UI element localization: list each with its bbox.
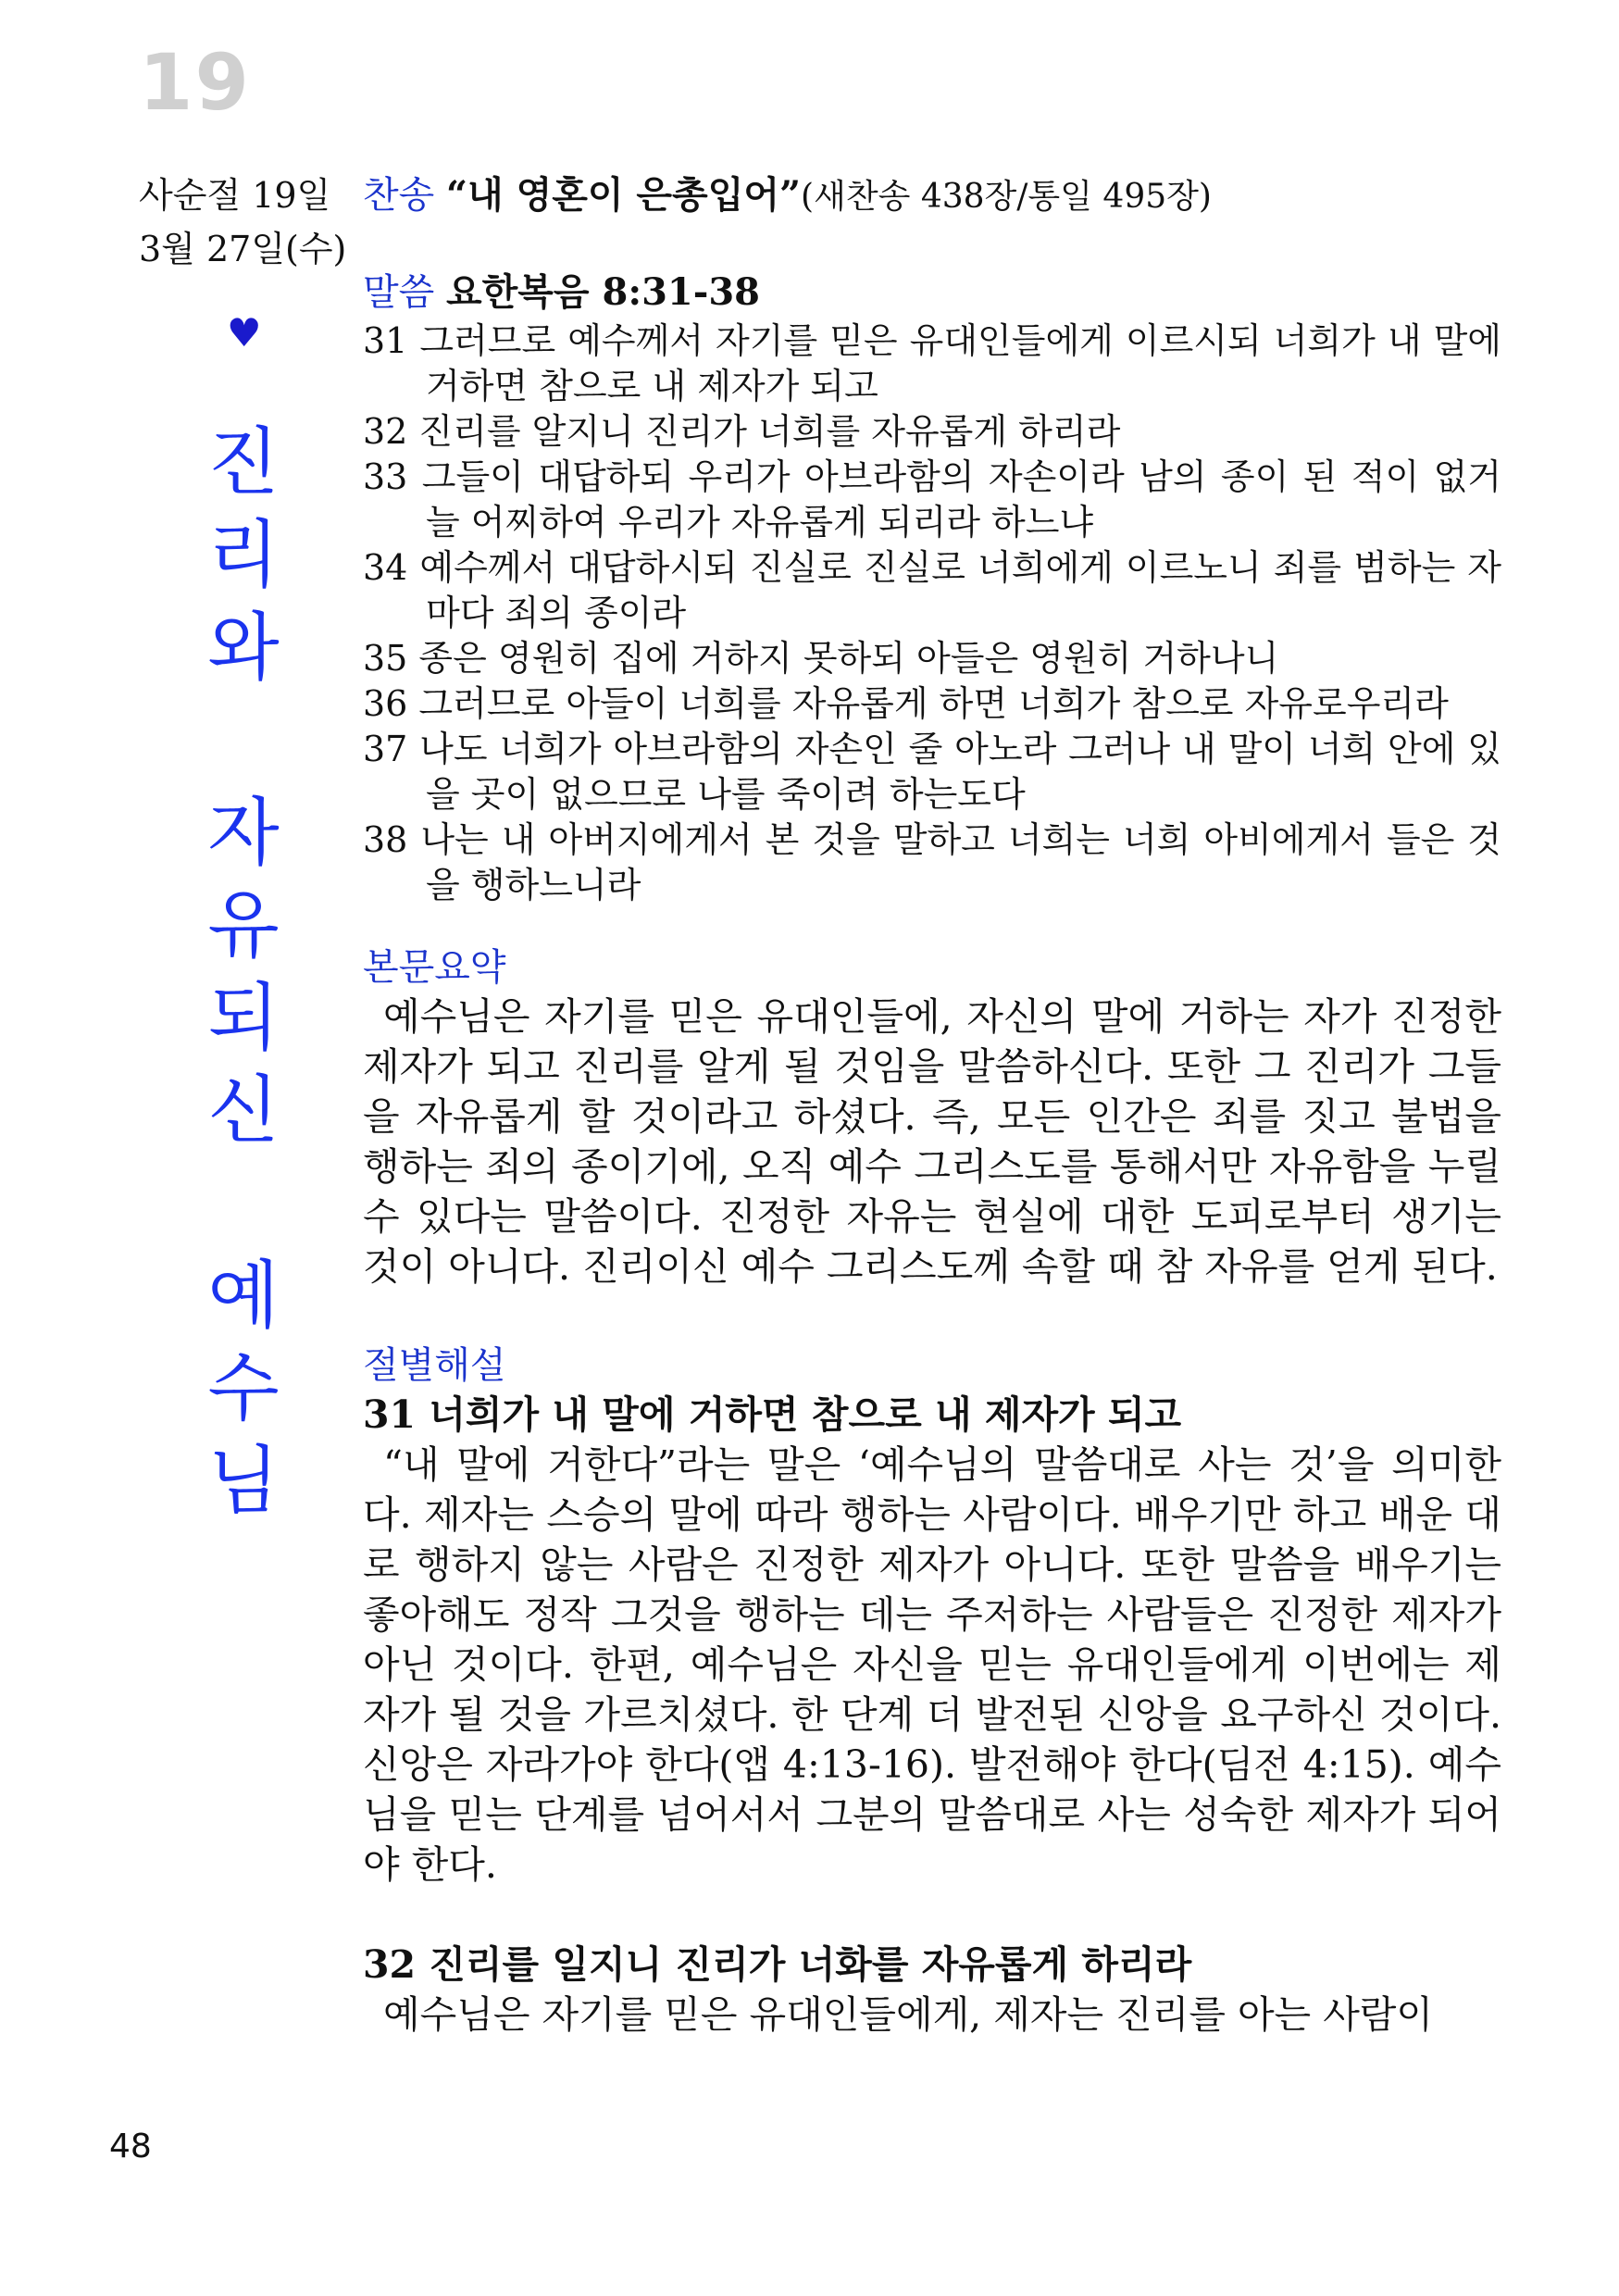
title-char: 님 (207, 1438, 280, 1524)
title-char: 수 (207, 1345, 280, 1431)
commentary-verse-title: 31 너희가 내 말에 거하면 참으로 내 제자가 되고 (363, 1392, 1182, 1437)
verse: 33 그들이 대답하되 우리가 아브라함의 자손이라 남의 종이 된 적이 없거늘 어찌하여 우리가 자유롭게 되리라 하느냐 (363, 456, 1501, 543)
verse: 36 그러므로 아들이 너희를 자유롭게 하면 너희가 참으로 자유로우리라 (363, 683, 1449, 724)
date-block (139, 168, 346, 276)
commentary-text: 예수님은 자기를 믿은 유대인들에게, 제자는 진리를 아는 사람이 (383, 1992, 1434, 2037)
title-char: 신 (207, 1067, 280, 1154)
verse: 32 진리를 알지니 진리가 너희를 자유롭게 하리라 (363, 411, 1121, 452)
season-day: 사순절 19일 (139, 175, 331, 216)
title-char: 자 (207, 790, 280, 876)
hymn-title: “내 영혼이 은총입어” (446, 173, 801, 217)
title-char: 와 (207, 605, 280, 691)
scripture-heading (363, 268, 1501, 317)
main-content (363, 268, 1501, 2040)
hymn-label: 찬송 (363, 174, 435, 217)
scripture-passage: 요한복음 8:31-38 (446, 270, 761, 314)
scripture-label: 말씀 (363, 271, 435, 314)
title-char: 되 (207, 975, 280, 1061)
hymn-line (363, 168, 1212, 224)
verse: 31 그러므로 예수께서 자기를 믿은 유대인들에게 이르시되 너희가 내 말에 거하면 참으로 내 제자가 되고 (363, 320, 1501, 406)
title-gap (197, 1157, 290, 1250)
commentary-text: “내 말에 거한다”라는 말은 ‘예수님의 말씀대로 사는 것’을 의미한다. 제자는 스승의 말에 따라 행하는 사람이다. 배우기만 하고 배운 대로 행하지 않는 사람은 진정한 제자가 아니다. 또한 말씀을 배우기는 좋아해도 정작 그것을 행하는 데는 주저하는 사람들은 진정한 제자가 아닌 것이다. 한편, 예수님은 자신을 믿는 유대인들에게 이번에는 제자가 될 것을 가르치셨다. 한 단계 더 발전된 신앙을 요구하신 것이다. 신앙은 자라가야 한다(앱 4:13-16). 발전해야 한다(딤전 4:15). 예수님을 믿는 단계를 넘어서서 그분의 말씀대로 사는 성숙한 제자가 되어야 한다. (363, 1442, 1501, 1887)
hymn-reference: (새찬송 438장/통일 495장) (801, 178, 1212, 216)
calendar-date: 3월 27일(수) (139, 229, 347, 269)
verse: 35 종은 영원히 집에 거하지 못하되 아들은 영원히 거하나니 (363, 638, 1279, 679)
commentary-label: 절별해설 (363, 1344, 506, 1387)
vertical-title (197, 417, 290, 1528)
section-spacer (363, 1890, 1501, 1940)
day-number: 19 (139, 37, 251, 128)
summary-text: 예수님은 자기를 믿은 유대인들에, 자신의 말에 거하는 자가 진정한 제자가 되고 진리를 알게 될 것임을 말씀하신다. 또한 그 진리가 그들을 자유롭게 할 것이라고 하셨다. 즉, 모든 인간은 죄를 짓고 불법을 행하는 죄의 종이기에, 오직 예수 그리스도를 통해서만 자유함을 누릴 수 있다는 말씀이다. 진정한 자유는 현실에 대한 도피로부터 생기는 것이 아니다. 진리이신 예수 그리스도께 속할 때 참 자유를 얻게 된다. (363, 994, 1501, 1289)
verse-list (363, 318, 1501, 908)
page-number: 48 (109, 2128, 152, 2165)
commentary-verse-title: 32 진리를 일지니 진리가 너화를 자유롭게 하리라 (363, 1942, 1192, 1987)
title-char: 예 (207, 1253, 280, 1339)
title-char: 진 (207, 419, 280, 505)
title-char: 유 (207, 882, 280, 968)
heart-icon: ♥ (227, 310, 262, 356)
summary-label: 본문요약 (363, 946, 506, 989)
verse: 34 예수께서 대답하시되 진실로 진실로 너희에게 이르노니 죄를 범하는 자마다 죄의 종이라 (363, 547, 1501, 633)
title-gap (197, 694, 290, 787)
title-char: 리 (207, 512, 280, 598)
verse: 37 나도 너희가 아브라함의 자손인 줄 아노라 그러나 내 말이 너희 안에 있을 곳이 없으므로 나를 죽이려 하는도다 (363, 729, 1501, 815)
verse: 38 나는 내 아버지에게서 본 것을 말하고 너희는 너희 아비에게서 들은 것을 행하느니라 (363, 819, 1501, 905)
